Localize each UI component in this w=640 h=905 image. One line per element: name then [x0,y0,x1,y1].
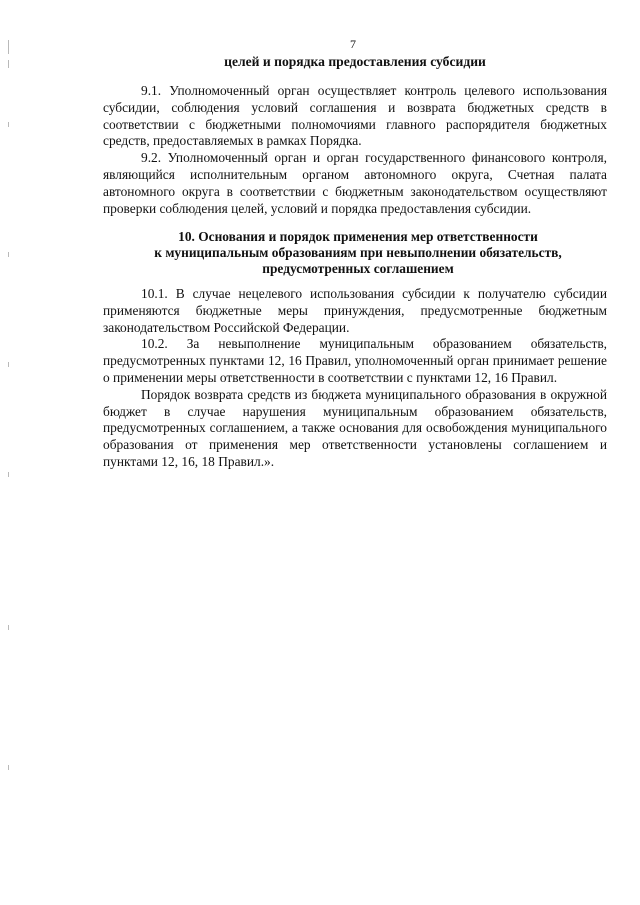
section-heading-continuation: целей и порядка предоставления субсидии [224,54,486,69]
paragraph-9-2: 9.2. Уполномоченный орган и орган государственного финансового контроля, являющийся исполнительным органом автономного округа, Счетная палата автономного округа в соответствии с бюджетным законодательством осуществляют проверки соблюдения целей, условий и порядка предоставления субсидии. [103,150,607,216]
scan-edge-mark [8,472,9,477]
scan-edge-mark [8,625,9,630]
paragraph-9-1: 9.1. Уполномоченный орган осуществляет контроль целевого использования субсидии, соблюдения условий соглашения и возврата бюджетных средств в соответствии с бюджетными полномочиями главного распорядителя бюджетных средств, предоставляемых в рамках Порядка. [103,83,607,149]
paragraph-10-2: 10.2. За невыполнение муниципальным образованием обязательств, предусмотренных пунктами 12, 16 Правил, уполномоченный орган принимает решение о применении меры ответственности в соответствии с пунктами 12, 16 Правил. [103,336,607,385]
section-10-title-line: 10. Основания и порядок применения мер ответственности [178,229,538,244]
paragraph-10-3: Порядок возврата средств из бюджета муниципального образования в окружной бюджет в случае нарушения муниципальным образованием обязательств, предусмотренных соглашением, а также основания для освобождения муниципального образования от применения мер ответственности установлены соглашением и пунктами 12, 16, 18 Правил.». [103,386,607,469]
scan-edge-mark [8,122,9,127]
scan-edge-mark [8,362,9,367]
paragraph-10-1: 10.1. В случае нецелевого использования субсидии к получателю субсидии применяются бюджетные меры принуждения, предусмотренные бюджетным законодательством Российской Федерации. [103,286,607,335]
page-number: 7 [350,37,356,51]
section-10-title-line: предусмотренных соглашением [262,261,454,276]
section-10-title-line: к муниципальным образованиям при невыполнении обязательств, [154,245,562,260]
scan-edge-mark [8,765,9,770]
section-9-body [103,83,607,217]
scan-edge-mark [8,252,9,257]
section-10-body [103,286,607,471]
section-10-title [100,229,616,277]
scan-edge-mark [8,60,9,68]
